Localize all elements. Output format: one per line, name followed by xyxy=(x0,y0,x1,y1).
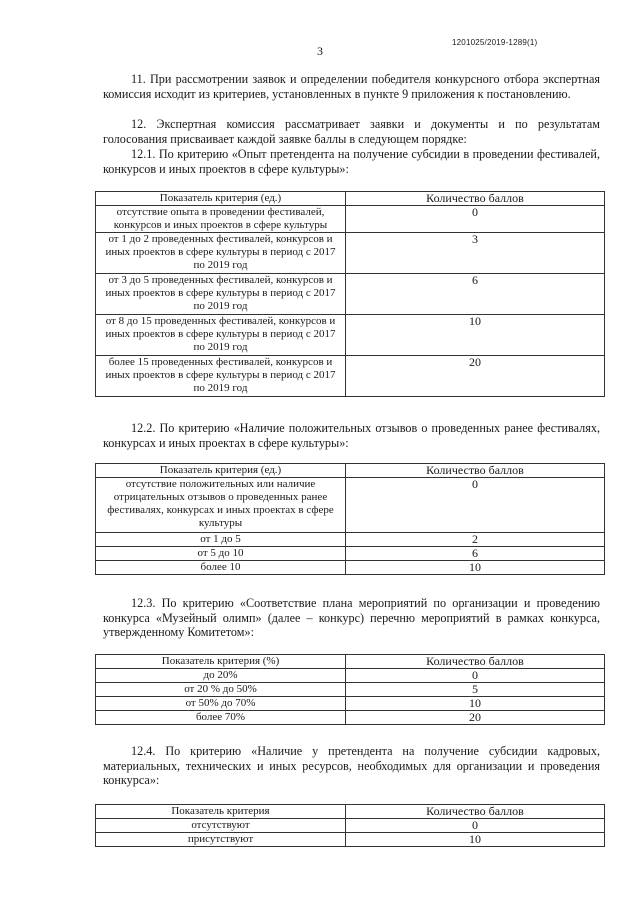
paragraph-12 xyxy=(103,117,600,146)
table-cell-score: 0 xyxy=(346,669,605,683)
table-row xyxy=(96,206,605,233)
table-row xyxy=(96,833,605,847)
table-reviews xyxy=(95,463,605,575)
table-cell-label: от 1 до 2 проведенных фестивалей, конкурсов и иных проектов в сфере культуры в период с 2017 по 2019 год xyxy=(96,233,346,274)
table-cell-label: более 10 xyxy=(96,561,346,575)
table-header-row xyxy=(96,655,605,669)
table-row xyxy=(96,669,605,683)
table-cell-score: 6 xyxy=(346,547,605,561)
page-number: 3 xyxy=(317,44,323,58)
table-row xyxy=(96,819,605,833)
document-number: 1201025/2019-1289(1) xyxy=(452,38,538,47)
table-cell-label: отсутствуют xyxy=(96,819,346,833)
table-cell-label: присутствуют xyxy=(96,833,346,847)
table-row xyxy=(96,683,605,697)
table-cell-label: от 3 до 5 проведенных фестивалей, конкурсов и иных проектов в сфере культуры в период с 2017 по 2019 год xyxy=(96,274,346,315)
paragraph-12-text: 12. Экспертная комиссия рассматривает заявки и документы и по результатам голосования присваивает каждой заявке баллы в следующем порядке: xyxy=(103,117,600,146)
table-row xyxy=(96,547,605,561)
table-cell-score: 6 xyxy=(346,274,605,315)
table-cell-score: 0 xyxy=(346,478,605,533)
table-cell-label: от 8 до 15 проведенных фестивалей, конкурсов и иных проектов в сфере культуры в период с 2017 по 2019 год xyxy=(96,315,346,356)
table-header-row xyxy=(96,192,605,206)
table-experience xyxy=(95,191,605,397)
table-header-row xyxy=(96,805,605,819)
table-row xyxy=(96,711,605,725)
table-header-score: Количество баллов xyxy=(346,192,605,206)
table-header-row xyxy=(96,464,605,478)
table-row xyxy=(96,697,605,711)
table-cell-score: 2 xyxy=(346,533,605,547)
table-header-score: Количество баллов xyxy=(346,805,605,819)
table-cell-score: 10 xyxy=(346,561,605,575)
table-cell-score: 0 xyxy=(346,206,605,233)
table-cell-label: от 5 до 10 xyxy=(96,547,346,561)
table-cell-label: от 20 % до 50% xyxy=(96,683,346,697)
table-resources xyxy=(95,804,605,847)
table-cell-label: отсутствие опыта в проведении фестивалей, конкурсов и иных проектов в сфере культуры xyxy=(96,206,346,233)
table-cell-label: более 70% xyxy=(96,711,346,725)
table-row xyxy=(96,356,605,397)
paragraph-12-3-text: 12.3. По критерию «Соответствие плана мероприятий по организации и проведению конкурса «Музейный олимп» (далее – конкурс) перечню мероприятий в рамках конкурса, утвержденному Комитетом»: xyxy=(103,596,600,640)
table-cell-label: до 20% xyxy=(96,669,346,683)
paragraph-11-text: 11. При рассмотрении заявок и определении победителя конкурсного отбора экспертная комиссия исходит из критериев, установленных в пункте 9 приложения к постановлению. xyxy=(103,72,600,101)
paragraph-12-3 xyxy=(103,596,600,640)
paragraph-12-1-text: 12.1. По критерию «Опыт претендента на получение субсидии в проведении фестивалей, конкурсов и иных проектов в сфере культуры»: xyxy=(103,147,600,176)
table-header-indicator: Показатель критерия xyxy=(96,805,346,819)
table-cell-score: 5 xyxy=(346,683,605,697)
table-row xyxy=(96,274,605,315)
table-row xyxy=(96,233,605,274)
paragraph-11 xyxy=(103,72,600,101)
table-cell-label: от 50% до 70% xyxy=(96,697,346,711)
table-cell-score: 20 xyxy=(346,356,605,397)
paragraph-12-2-text: 12.2. По критерию «Наличие положительных отзывов о проведенных ранее фестивалях, конкурсах и иных проектах в сфере культуры»: xyxy=(103,421,600,450)
table-cell-label: более 15 проведенных фестивалей, конкурсов и иных проектов в сфере культуры в период с 2017 по 2019 год xyxy=(96,356,346,397)
table-header-indicator: Показатель критерия (ед.) xyxy=(96,464,346,478)
table-cell-score: 20 xyxy=(346,711,605,725)
table-plan-compliance xyxy=(95,654,605,725)
table-cell-score: 10 xyxy=(346,833,605,847)
table-cell-score: 3 xyxy=(346,233,605,274)
table-row xyxy=(96,533,605,547)
paragraph-12-2 xyxy=(103,421,600,450)
table-cell-score: 0 xyxy=(346,819,605,833)
paragraph-12-4-text: 12.4. По критерию «Наличие у претендента на получение субсидии кадровых, материальных, технических и иных ресурсов, необходимых для организации и проведения конкурса»: xyxy=(103,744,600,788)
paragraph-12-4 xyxy=(103,744,600,788)
table-cell-score: 10 xyxy=(346,697,605,711)
table-cell-score: 10 xyxy=(346,315,605,356)
table-header-indicator: Показатель критерия (%) xyxy=(96,655,346,669)
table-header-score: Количество баллов xyxy=(346,464,605,478)
table-cell-label: от 1 до 5 xyxy=(96,533,346,547)
table-header-score: Количество баллов xyxy=(346,655,605,669)
table-cell-label: отсутствие положительных или наличие отрицательных отзывов о проведенных ранее фестивалях, конкурсах и иных проектах в сфере культуры xyxy=(96,478,346,533)
paragraph-12-1 xyxy=(103,147,600,176)
table-row xyxy=(96,561,605,575)
table-row xyxy=(96,478,605,533)
table-row xyxy=(96,315,605,356)
table-header-indicator: Показатель критерия (ед.) xyxy=(96,192,346,206)
